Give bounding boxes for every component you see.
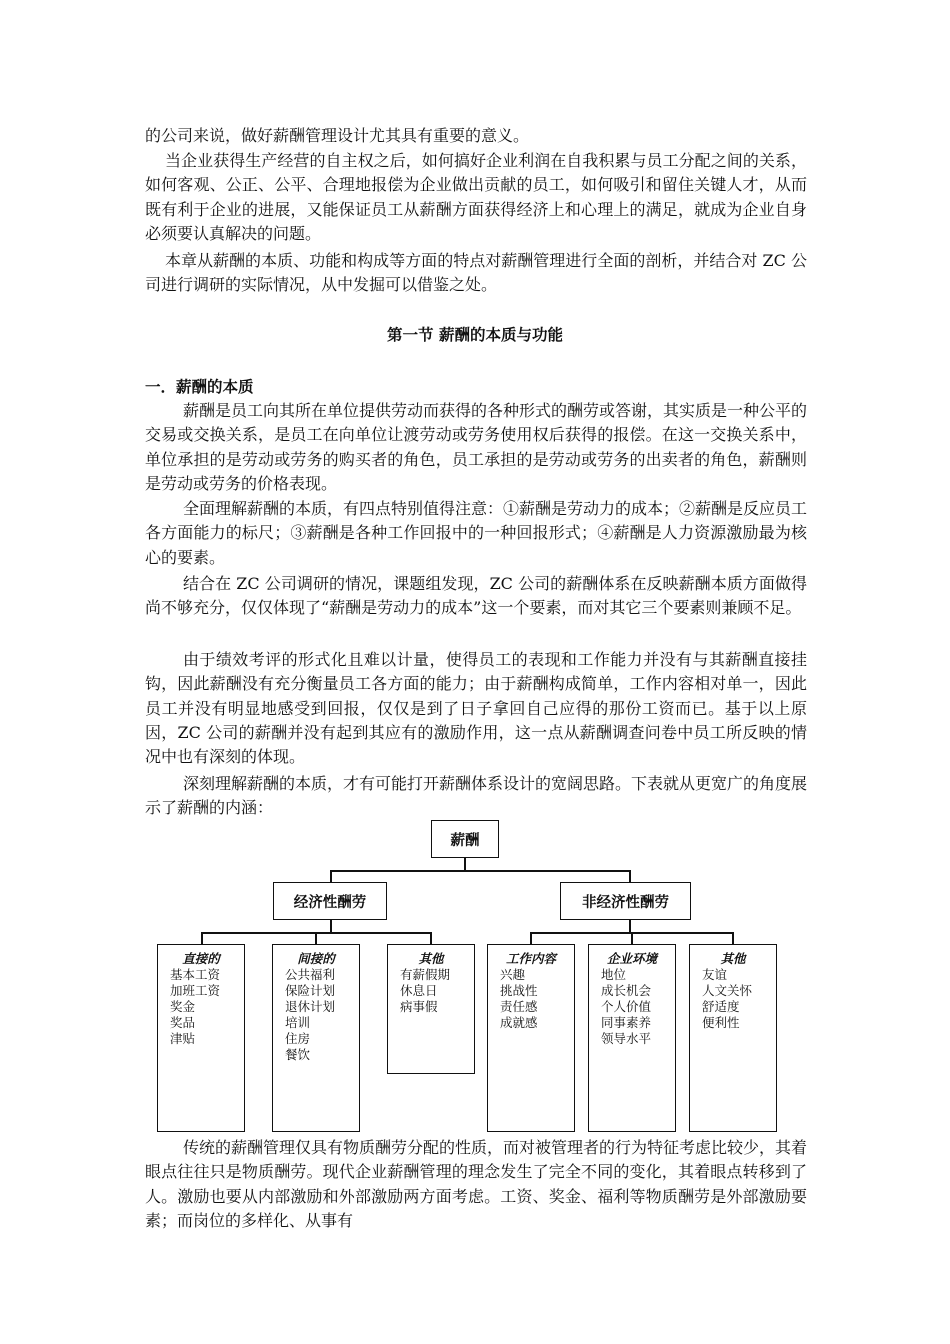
leaf-item: 便利性 [702, 1015, 740, 1030]
leaf-item: 成就感 [500, 1015, 538, 1030]
branch-economic-label: 经济性酬劳 [293, 894, 367, 911]
leaf-item: 个人价值 [601, 999, 652, 1014]
leaf-item: 挑战性 [500, 983, 538, 998]
leaf-enterprise-environment [588, 944, 676, 1132]
leaf-item: 友谊 [702, 967, 728, 982]
leaf-item: 人文关怀 [702, 983, 753, 998]
leaf-work-content [487, 944, 575, 1132]
branch-economic [273, 882, 387, 920]
leaf-item: 基本工资 [170, 967, 221, 982]
leaf-economic-other [387, 944, 475, 1074]
branch-non-economic-label: 非经济性酬劳 [582, 894, 669, 911]
leaf-item: 住房 [285, 1031, 311, 1046]
leaf-item: 公共福利 [285, 967, 336, 982]
leaf-non-economic-other-title: 其他 [720, 951, 746, 966]
leaf-item: 同事素养 [601, 1015, 652, 1030]
leaf-direct [157, 944, 245, 1132]
leaf-item: 有薪假期 [400, 967, 451, 982]
leaf-item: 责任感 [500, 999, 538, 1014]
paragraph-table-intro: 深刻理解薪酬的本质，才有可能打开薪酬体系设计的宽阔思路。下表就从更宽广的角度展示了薪酬的内涵： [145, 774, 808, 818]
root-label: 薪酬 [450, 832, 480, 849]
section-title: 第一节 薪酬的本质与功能 [387, 326, 563, 344]
leaf-item: 奖金 [170, 999, 196, 1014]
paragraph-traditional-management: 传统的薪酬管理仅具有物质酬劳分配的性质，而对被管理者的行为特征考虑比较少，其着眼点往往只是物质酬劳。现代企业薪酬管理的理念发生了完全不同的变化，其着眼点转移到了人。激励也要从内部激励和外部激励两方面考虑。工资、奖金、福利等物质酬劳是外部激励要素；而岗位的多样化、从事有 [145, 1138, 808, 1230]
leaf-item: 退休计划 [285, 999, 336, 1014]
branch-non-economic [560, 882, 691, 920]
leaf-item: 培训 [285, 1015, 311, 1030]
leaf-item: 津贴 [170, 1031, 196, 1046]
leaf-enterprise-environment-title: 企业环境 [606, 951, 657, 966]
leaf-item: 保险计划 [285, 983, 336, 998]
leaf-item: 成长机会 [601, 983, 652, 998]
leaf-item: 奖品 [170, 1015, 196, 1030]
paragraph-reasons: 由于绩效考评的形式化且难以计量，使得员工的表现和工作能力并没有与其薪酬直接挂钩，因此薪酬没有充分衡量员工各方面的能力；由于薪酬构成简单，工作内容相对单一，因此员工并没有明显地感受到回报，仅仅是到了日子拿回自己应得的那份工资而已。基于以上原因，ZC 公司的薪酬并没有起到其应有的激励作用，这一点从薪酬调查问卷中员工所反映的情况中也有深刻的体现。 [145, 650, 807, 767]
leaf-economic-other-title: 其他 [418, 951, 444, 966]
paragraph-enterprise-autonomy: 当企业获得生产经营的自主权之后，如何搞好企业利润在自我积累与员工分配之间的关系，如何客观、公正、公平、合理地报偿为企业做出贡献的员工，如何吸引和留住关键人才，从而既有利于企业的进展，又能保证员工从薪酬方面获得经济上和心理上的满足，就成为企业自身必须要认真解决的问题。 [145, 151, 807, 243]
paragraph-zc-findings: 结合在 ZC 公司调研的情况，课题组发现，ZC 公司的薪酬体系在反映薪酬本质方面做得尚不够充分，仅仅体现了“薪酬是劳动力的成本”这一个要素，而对其它三个要素则兼顾不足。 [145, 574, 807, 618]
paragraph-definition: 薪酬是员工向其所在单位提供劳动而获得的各种形式的酬劳或答谢，其实质是一种公平的交易或交换关系，是员工在向单位让渡劳动或劳务使用权后获得的报偿。在这一交换关系中，单位承担的是劳动或劳务的购买者的角色，员工承担的是劳动或劳务的出卖者的角色，薪酬则是劳动或劳务的价格表现。 [145, 401, 808, 493]
leaf-indirect [272, 944, 360, 1132]
leaf-item: 病事假 [400, 999, 438, 1014]
leaf-item: 地位 [601, 967, 627, 982]
sub-heading: 一．薪酬的本质 [145, 378, 254, 396]
leaf-indirect-title: 间接的 [297, 951, 335, 966]
paragraph-continuation: 的公司来说，做好薪酬管理设计尤其具有重要的意义。 [145, 126, 530, 145]
leaf-item: 休息日 [400, 983, 438, 998]
leaf-work-content-title: 工作内容 [505, 951, 556, 966]
leaf-item: 餐饮 [285, 1047, 311, 1062]
leaf-direct-title: 直接的 [182, 951, 220, 966]
leaf-item: 舒适度 [702, 999, 740, 1014]
leaf-non-economic-other [689, 944, 777, 1132]
connector-line [330, 870, 630, 872]
root-node [431, 820, 499, 858]
paragraph-four-points: 全面理解薪酬的本质，有四点特别值得注意：①薪酬是劳动力的成本；②薪酬是反应员工各方面能力的标尺；③薪酬是各种工作回报中的一种回报形式；④薪酬是人力资源激励最为核心的要素。 [145, 499, 808, 567]
paragraph-chapter-intro: 本章从薪酬的本质、功能和构成等方面的特点对薪酬管理进行全面的剖析，并结合对 ZC 公司进行调研的实际情况，从中发掘可以借鉴之处。 [145, 251, 807, 295]
leaf-item: 领导水平 [601, 1031, 652, 1046]
leaf-item: 兴趣 [500, 967, 526, 982]
leaf-item: 加班工资 [170, 983, 221, 998]
